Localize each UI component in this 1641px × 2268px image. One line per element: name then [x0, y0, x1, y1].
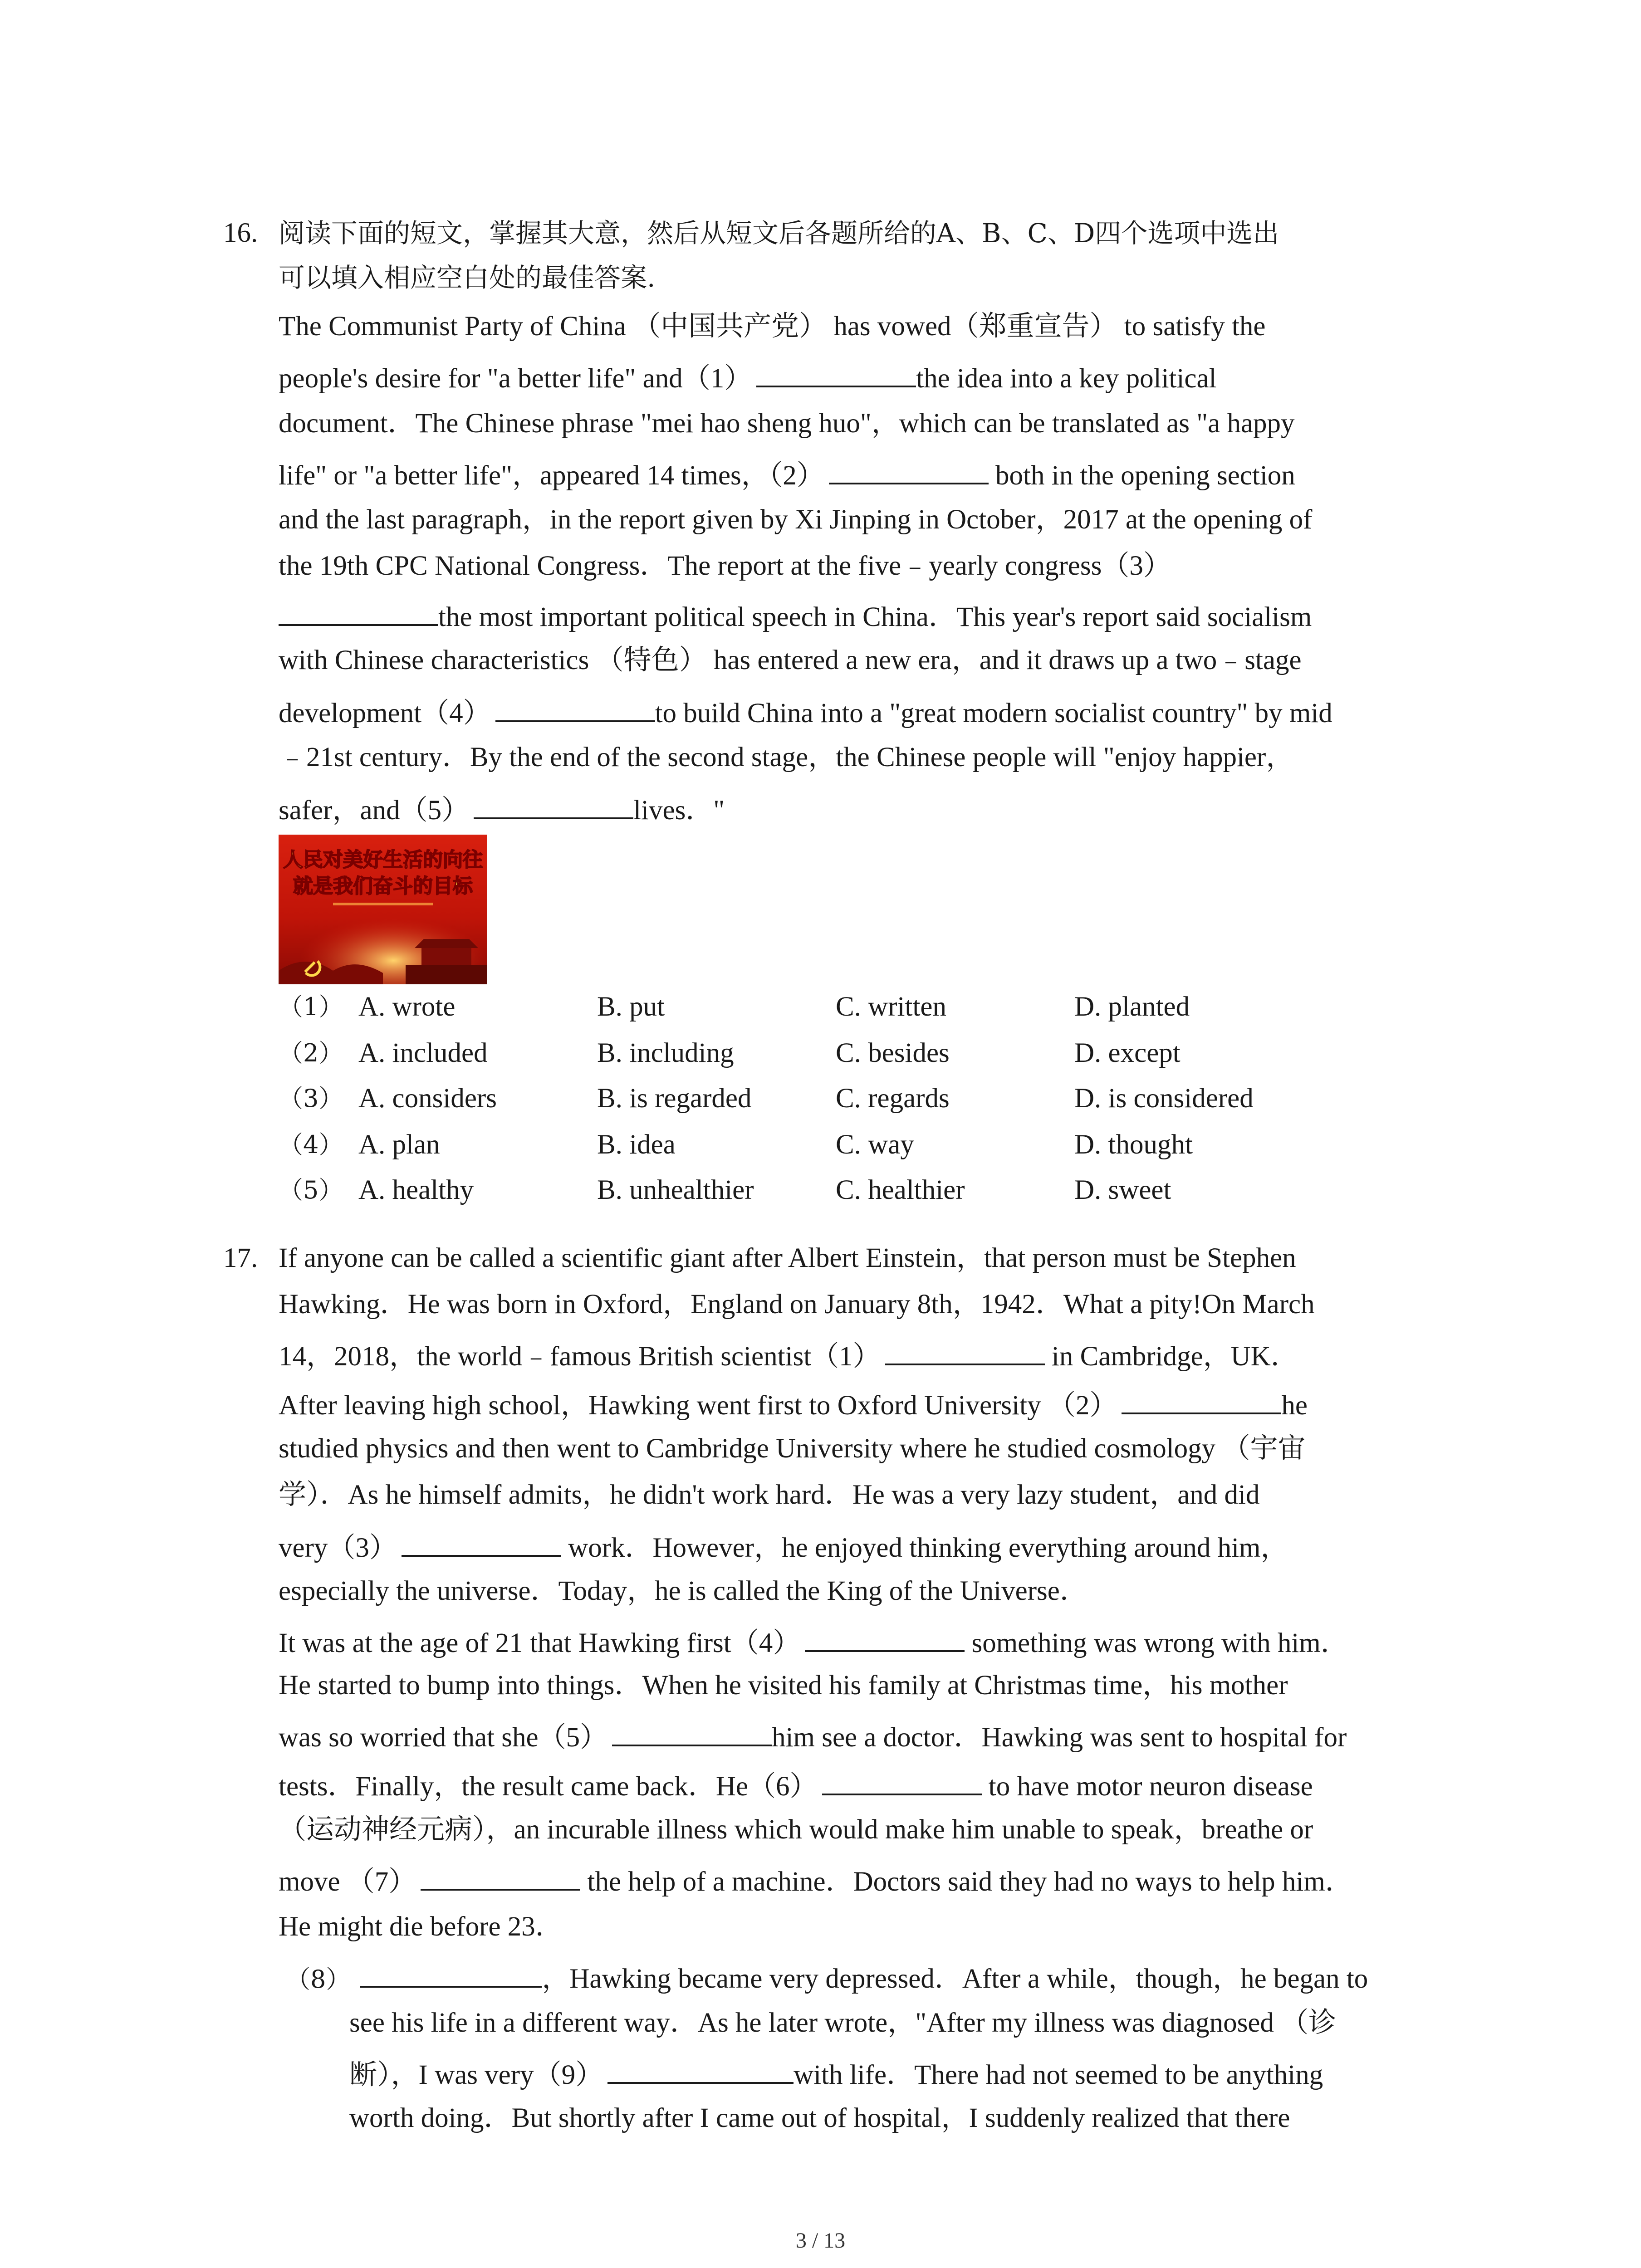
- blank-17-1[interactable]: [885, 1337, 1045, 1365]
- option-b[interactable]: B. unhealthier: [597, 1175, 754, 1205]
- party-poster-image: [279, 835, 487, 984]
- q17-text: worth doing．But shortly after I came out of hospital，I suddenly realized that there: [349, 2103, 1290, 2133]
- q16-passage-line-1: [279, 310, 1266, 343]
- q17-text: 14，2018，the world﹣famous British scientist（1）: [279, 1341, 881, 1372]
- q17-text: 断），I was very（9）: [349, 2060, 603, 2090]
- q17-text: It was at the age of 21 that Hawking first（4）: [279, 1628, 801, 1658]
- q17-text: If anyone can be called a scientific giant after Albert Einstein，that person must be Stephen: [279, 1243, 1296, 1273]
- q17-line-4: [279, 1386, 1308, 1422]
- q17-text: with life．There had not seemed to be anything: [794, 2060, 1323, 2090]
- option-c[interactable]: C. healthier: [836, 1175, 965, 1205]
- option-a[interactable]: A. plan: [358, 1129, 440, 1160]
- q16-option-row-3: [279, 1082, 1413, 1115]
- q17-text: studied physics and then went to Cambridge University where he studied cosmology （宇宙: [279, 1433, 1306, 1464]
- q16-option-row-1: [279, 991, 1413, 1023]
- blank-16-5[interactable]: [474, 791, 633, 819]
- q16-passage-line-5: [279, 503, 1312, 536]
- q17-text: （8）: [286, 1965, 351, 1994]
- q17-text: see his life in a different way．As he later wrote，"After my illness was diagnosed （诊: [349, 2008, 1337, 2038]
- option-c[interactable]: C. regards: [836, 1083, 950, 1114]
- q17-line-13: [279, 1813, 1313, 1846]
- q17-text: in Cambridge，UK．: [1044, 1341, 1298, 1372]
- option-a[interactable]: A. wrote: [358, 992, 456, 1022]
- q17-text: work．However，he enjoyed thinking everything around him，: [561, 1533, 1288, 1563]
- option-d[interactable]: D. except: [1074, 1038, 1181, 1068]
- q17-text: Hawking．He was born in Oxford，England on January 8th，1942．What a pity!On March: [279, 1289, 1315, 1320]
- blank-17-4[interactable]: [805, 1624, 965, 1652]
- blank-17-9[interactable]: [607, 2056, 794, 2084]
- q17-text: something was wrong with him．: [965, 1628, 1348, 1658]
- q17-text: especially the universe．Today，he is called the King of the Universe．: [279, 1576, 1087, 1606]
- blank-17-5[interactable]: [612, 1718, 772, 1746]
- q17-text: He might die before 23．: [279, 1911, 563, 1942]
- q16-passage-line-2: [279, 359, 1217, 395]
- q17-text: After leaving high school，Hawking went first to Oxford University （2）: [279, 1390, 1117, 1421]
- q16-instruction-line-2: 可以填入相应空白处的最佳答案.: [279, 262, 656, 293]
- blank-16-2[interactable]: [829, 456, 989, 484]
- q17-text: He started to bump into things．When he visited his family at Christmas time，his mother: [279, 1670, 1288, 1701]
- q17-line-9: [279, 1624, 1348, 1660]
- q16-text: lives．": [633, 795, 725, 826]
- q17-text: tests．Finally，the result came back．He（6）: [279, 1771, 818, 1802]
- q16-passage-line-11: [279, 791, 725, 827]
- q16-text: people's desire for "a better life" and（1）: [279, 363, 752, 394]
- option-d[interactable]: D. sweet: [1074, 1175, 1171, 1205]
- option-b[interactable]: B. is regarded: [597, 1083, 752, 1114]
- q17-line-14: [279, 1862, 1353, 1898]
- q16-text: life" or "a better life"，appeared 14 times，（2）: [279, 460, 824, 491]
- option-b[interactable]: B. including: [597, 1038, 734, 1068]
- option-c[interactable]: C. way: [836, 1129, 914, 1160]
- option-number: （2）: [279, 1039, 343, 1067]
- blank-16-3[interactable]: [279, 598, 438, 626]
- q17-text: he: [1281, 1390, 1308, 1421]
- option-a[interactable]: A. healthy: [358, 1175, 474, 1205]
- poster-line-2: 就是我们奋斗的目标: [293, 875, 473, 898]
- q16-option-row-4: [279, 1129, 1413, 1161]
- q16-text: with Chinese characteristics （特色） has entered a new era，and it draws up a two﹣stage: [279, 645, 1302, 675]
- option-number: （1）: [279, 992, 343, 1021]
- q17-line-1: [279, 1242, 1296, 1275]
- q16-passage-line-9: [279, 694, 1332, 730]
- q16-text: The Communist Party of China （中国共产党） has vowed（郑重宣告） to satisfy the: [279, 311, 1266, 342]
- q16-text: and the last paragraph，in the report given by Xi Jinping in October，2017 at the opening of: [279, 504, 1313, 535]
- q17-line-5: [279, 1432, 1305, 1465]
- option-d[interactable]: D. is considered: [1074, 1083, 1254, 1114]
- blank-16-4[interactable]: [495, 694, 655, 722]
- question-16-number: 16.: [223, 218, 258, 248]
- q17-indent-line-2: [349, 2007, 1336, 2039]
- q16-instruction-line-1: 阅读下面的短文，掌握其大意，然后从短文后各题所给的A、B、C、D四个选项中选出: [279, 218, 1279, 249]
- option-number: （3）: [279, 1084, 343, 1113]
- page-number: 3 / 13: [795, 2229, 846, 2253]
- q17-line-6: [279, 1479, 1260, 1511]
- option-a[interactable]: A. considers: [358, 1083, 497, 1114]
- option-number: （4）: [279, 1130, 343, 1159]
- question-17-number: 17.: [223, 1243, 258, 1273]
- q16-text: safer，and（5）: [279, 795, 470, 826]
- q16-option-row-5: [279, 1174, 1413, 1207]
- q17-line-3: [279, 1337, 1298, 1373]
- option-b[interactable]: B. idea: [597, 1129, 676, 1160]
- option-a[interactable]: A. included: [358, 1038, 488, 1068]
- poster-line-1: 人民对美好生活的向往: [283, 848, 483, 871]
- blank-17-3[interactable]: [402, 1529, 561, 1557]
- q16-text: the idea into a key political: [916, 363, 1217, 394]
- q16-passage-line-8: [279, 644, 1302, 677]
- q17-text: ，Hawking became very depressed．After a while，though，he began to: [542, 1964, 1368, 1994]
- option-d[interactable]: D. thought: [1074, 1129, 1193, 1160]
- q16-text: development（4）: [279, 698, 491, 728]
- blank-17-6[interactable]: [822, 1767, 982, 1795]
- option-c[interactable]: C. besides: [836, 1038, 950, 1068]
- q17-line-15: [279, 1911, 563, 1943]
- q17-indent-line-1: [286, 1960, 1368, 1996]
- q17-line-2: [279, 1288, 1315, 1321]
- q17-line-7: [279, 1529, 1288, 1564]
- q16-text: document．The Chinese phrase "mei hao sheng huo"，which can be translated as "a happy: [279, 408, 1295, 439]
- q17-line-11: [279, 1718, 1347, 1754]
- q16-text: to build China into a "great modern socialist country" by mid: [655, 698, 1332, 728]
- option-number: （5）: [279, 1176, 343, 1204]
- q17-text: move （7）: [279, 1867, 416, 1897]
- q17-text: 学）．As he himself admits，he didn't work hard．He was a very lazy student，and did: [279, 1480, 1260, 1510]
- option-b[interactable]: B. put: [597, 992, 665, 1022]
- blank-16-1[interactable]: [756, 359, 916, 387]
- q16-text: the 19th CPC National Congress．The report at the five﹣yearly congress（3）: [279, 551, 1171, 581]
- poster-graphic: [279, 835, 487, 984]
- q17-text: （运动神经元病），an incurable illness which would make him unable to speak，breathe or: [279, 1814, 1313, 1845]
- q17-text: to have motor neuron disease: [981, 1771, 1313, 1802]
- q16-passage-line-4: [279, 456, 1295, 492]
- q17-text: was so worried that she（5）: [279, 1722, 608, 1753]
- blank-17-8[interactable]: [360, 1960, 542, 1988]
- q17-indent-line-4: [349, 2102, 1290, 2135]
- q17-text: him see a doctor．Hawking was sent to hospital for: [772, 1722, 1347, 1753]
- q16-passage-line-6: [279, 550, 1171, 582]
- q16-passage-line-10: [279, 741, 1293, 774]
- q17-text: the help of a machine．Doctors said they had no ways to help him．: [580, 1867, 1353, 1897]
- blank-17-7[interactable]: [421, 1862, 580, 1891]
- q16-passage-line-7: [279, 598, 1312, 634]
- q17-text: very（3）: [279, 1533, 397, 1563]
- q16-option-row-2: [279, 1037, 1413, 1070]
- q17-indent-line-3: [349, 2056, 1323, 2092]
- q17-line-10: [279, 1669, 1288, 1702]
- q16-passage-line-3: [279, 407, 1295, 440]
- q16-text: both in the opening section: [988, 460, 1295, 491]
- option-c[interactable]: C. written: [836, 992, 946, 1022]
- q16-text: ﹣21st century．By the end of the second stage，the Chinese people will "enjoy happier，: [279, 742, 1294, 772]
- q16-text: the most important political speech in China．This year's report said socialism: [438, 602, 1312, 632]
- q17-line-12: [279, 1767, 1313, 1803]
- blank-17-2[interactable]: [1122, 1386, 1281, 1414]
- q17-line-8: [279, 1575, 1087, 1608]
- option-d[interactable]: D. planted: [1074, 992, 1190, 1022]
